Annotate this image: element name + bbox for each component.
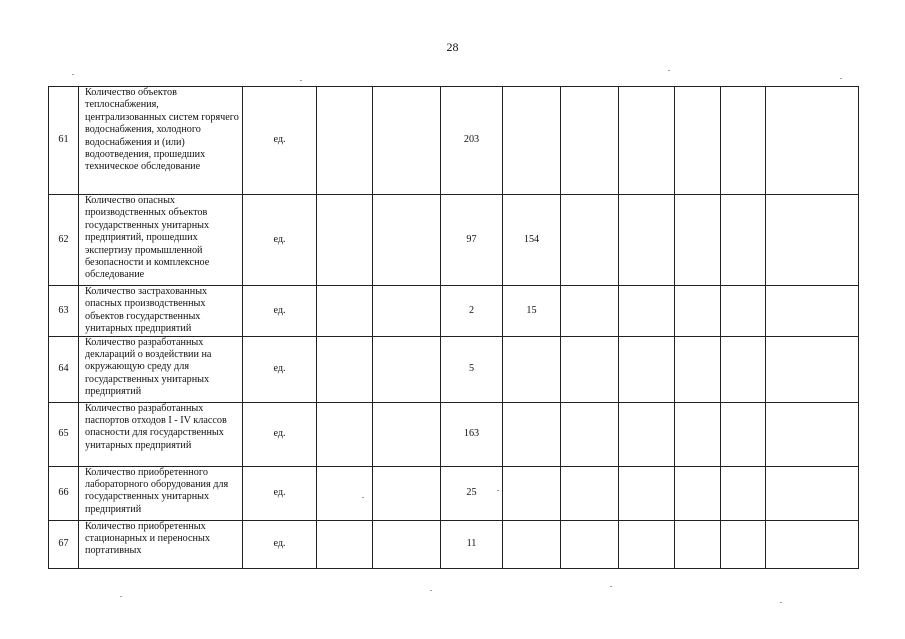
- value-cell: [675, 286, 721, 337]
- value-cell: [373, 286, 441, 337]
- row-number: 61: [49, 87, 79, 195]
- value-cell: [373, 520, 441, 568]
- value-cell: [317, 402, 373, 466]
- value-cell: [317, 87, 373, 195]
- value-cell: [503, 336, 561, 402]
- value-cell: [317, 286, 373, 337]
- indicator-name: Количество приобретенного лабораторного оборудования для государственных унитарных предприятий: [79, 466, 243, 520]
- value-cell: [503, 466, 561, 520]
- value-cell: [561, 336, 619, 402]
- table-row: [49, 336, 859, 402]
- table-row: [49, 286, 859, 337]
- value-cell: 11: [441, 520, 503, 568]
- indicator-name: Количество разработанных паспортов отходов I - IV классов опасности для государственных унитарных предприятий: [79, 402, 243, 466]
- row-number: 64: [49, 336, 79, 402]
- value-cell: 97: [441, 195, 503, 286]
- value-cell: [373, 466, 441, 520]
- value-cell: 15: [503, 286, 561, 337]
- table-row: [49, 87, 859, 195]
- unit-cell: ед.: [243, 195, 317, 286]
- value-cell: [561, 195, 619, 286]
- indicator-name: Количество застрахованных опасных производственных объектов государственных унитарных предприятий: [79, 286, 243, 337]
- value-cell: [619, 520, 675, 568]
- value-cell: [619, 87, 675, 195]
- indicator-name: Количество опасных производственных объектов государственных унитарных предприятий, прошедших экспертизу промышленной безопасности и комплексное обследование: [79, 195, 243, 286]
- unit-cell: ед.: [243, 336, 317, 402]
- value-cell: [675, 87, 721, 195]
- value-cell: [675, 195, 721, 286]
- value-cell: 2: [441, 286, 503, 337]
- value-cell: [561, 402, 619, 466]
- value-cell: [373, 336, 441, 402]
- unit-cell: ед.: [243, 402, 317, 466]
- indicator-name: Количество приобретенных стационарных и переносных портативных: [79, 520, 243, 568]
- unit-cell: ед.: [243, 466, 317, 520]
- value-cell: [561, 466, 619, 520]
- value-cell: 25: [441, 466, 503, 520]
- value-cell: 154: [503, 195, 561, 286]
- value-cell: [766, 195, 859, 286]
- value-cell: [619, 336, 675, 402]
- value-cell: [675, 466, 721, 520]
- value-cell: [721, 336, 766, 402]
- indicator-table: [48, 86, 859, 569]
- unit-cell: ед.: [243, 520, 317, 568]
- table-row: [49, 466, 859, 520]
- table-row: [49, 195, 859, 286]
- value-cell: [766, 520, 859, 568]
- value-cell: 5: [441, 336, 503, 402]
- value-cell: [317, 520, 373, 568]
- unit-cell: ед.: [243, 87, 317, 195]
- value-cell: [766, 402, 859, 466]
- value-cell: [373, 195, 441, 286]
- row-number: 67: [49, 520, 79, 568]
- value-cell: [766, 466, 859, 520]
- page-number: 28: [446, 40, 459, 54]
- value-cell: [721, 402, 766, 466]
- value-cell: [317, 195, 373, 286]
- row-number: 63: [49, 286, 79, 337]
- indicator-name: Количество разработанных деклараций о воздействии на окружающую среду для государственных унитарных предприятий: [79, 336, 243, 402]
- value-cell: [619, 402, 675, 466]
- value-cell: [675, 402, 721, 466]
- value-cell: [766, 336, 859, 402]
- value-cell: [721, 286, 766, 337]
- value-cell: [721, 520, 766, 568]
- value-cell: [619, 286, 675, 337]
- table-row: [49, 402, 859, 466]
- table-row: [49, 520, 859, 568]
- unit-cell: ед.: [243, 286, 317, 337]
- value-cell: [766, 286, 859, 337]
- value-cell: [317, 336, 373, 402]
- row-number: 65: [49, 402, 79, 466]
- value-cell: [503, 87, 561, 195]
- value-cell: 203: [441, 87, 503, 195]
- value-cell: 163: [441, 402, 503, 466]
- value-cell: [721, 466, 766, 520]
- value-cell: [721, 195, 766, 286]
- value-cell: [503, 402, 561, 466]
- value-cell: [561, 286, 619, 337]
- value-cell: [561, 87, 619, 195]
- value-cell: [503, 520, 561, 568]
- value-cell: [675, 520, 721, 568]
- value-cell: [619, 195, 675, 286]
- value-cell: [619, 466, 675, 520]
- row-number: 66: [49, 466, 79, 520]
- value-cell: [766, 87, 859, 195]
- value-cell: [675, 336, 721, 402]
- value-cell: [373, 402, 441, 466]
- value-cell: [373, 87, 441, 195]
- row-number: 62: [49, 195, 79, 286]
- value-cell: [721, 87, 766, 195]
- indicator-name: Количество объектов теплоснабжения, централизованных систем горячего водоснабжения, холодного водоснабжения и (или) водоотведения, прошедших техническое обследование: [79, 87, 243, 195]
- value-cell: [561, 520, 619, 568]
- value-cell: [317, 466, 373, 520]
